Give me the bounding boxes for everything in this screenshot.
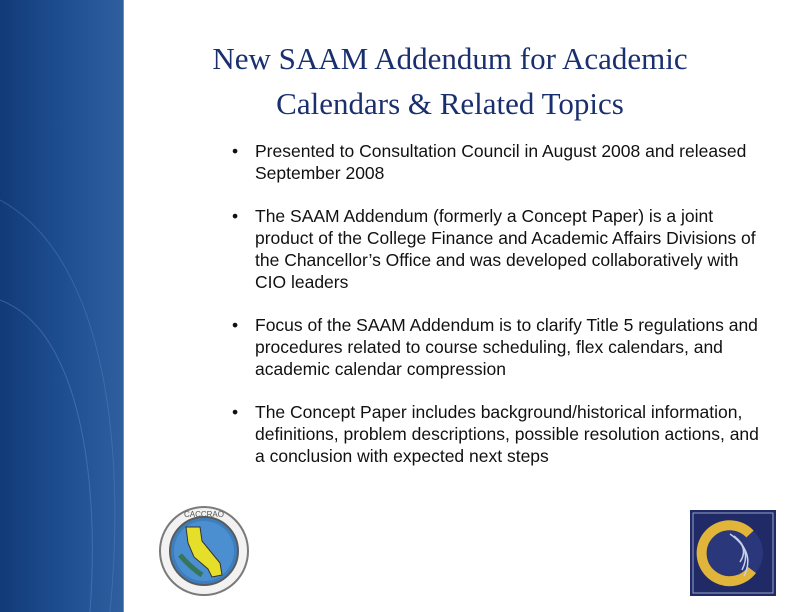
- bullet-marker: •: [232, 206, 239, 226]
- bullet-item: [230, 205, 760, 293]
- bullet-item: [230, 140, 760, 184]
- california-map-seal-icon: [158, 505, 250, 597]
- bullet-text: The Concept Paper includes background/historical information, definitions, problem descriptions, possible resolution actions, and a conclusion with expected next steps: [255, 402, 759, 466]
- bullet-text: Focus of the SAAM Addendum is to clarify Title 5 regulations and procedures related to course scheduling, flex calendars, and academic calendar compression: [255, 315, 758, 379]
- seal-lettering: CACCRAO: [183, 510, 225, 519]
- title-line-2: Calendars & Related Topics: [276, 86, 624, 121]
- sidebar-decoration: [0, 0, 124, 612]
- bullet-list: [230, 140, 760, 488]
- bullet-marker: •: [232, 315, 239, 335]
- sidebar-curves: [0, 0, 124, 612]
- title-line-1: New SAAM Addendum for Academic: [212, 41, 688, 76]
- bullet-marker: •: [232, 141, 239, 161]
- bullet-item: [230, 401, 760, 467]
- bullet-text: The SAAM Addendum (formerly a Concept Paper) is a joint product of the College Finance and Academic Affairs Divisions of the Chancellor’s Office and was developed collaboratively with CIO leaders: [255, 206, 756, 292]
- bullet-item: [230, 314, 760, 380]
- chancellors-office-c-logo-icon: [690, 510, 776, 596]
- bullet-text: Presented to Consultation Council in August 2008 and released September 2008: [255, 141, 747, 183]
- slide-title: [150, 36, 750, 126]
- bullet-marker: •: [232, 402, 239, 422]
